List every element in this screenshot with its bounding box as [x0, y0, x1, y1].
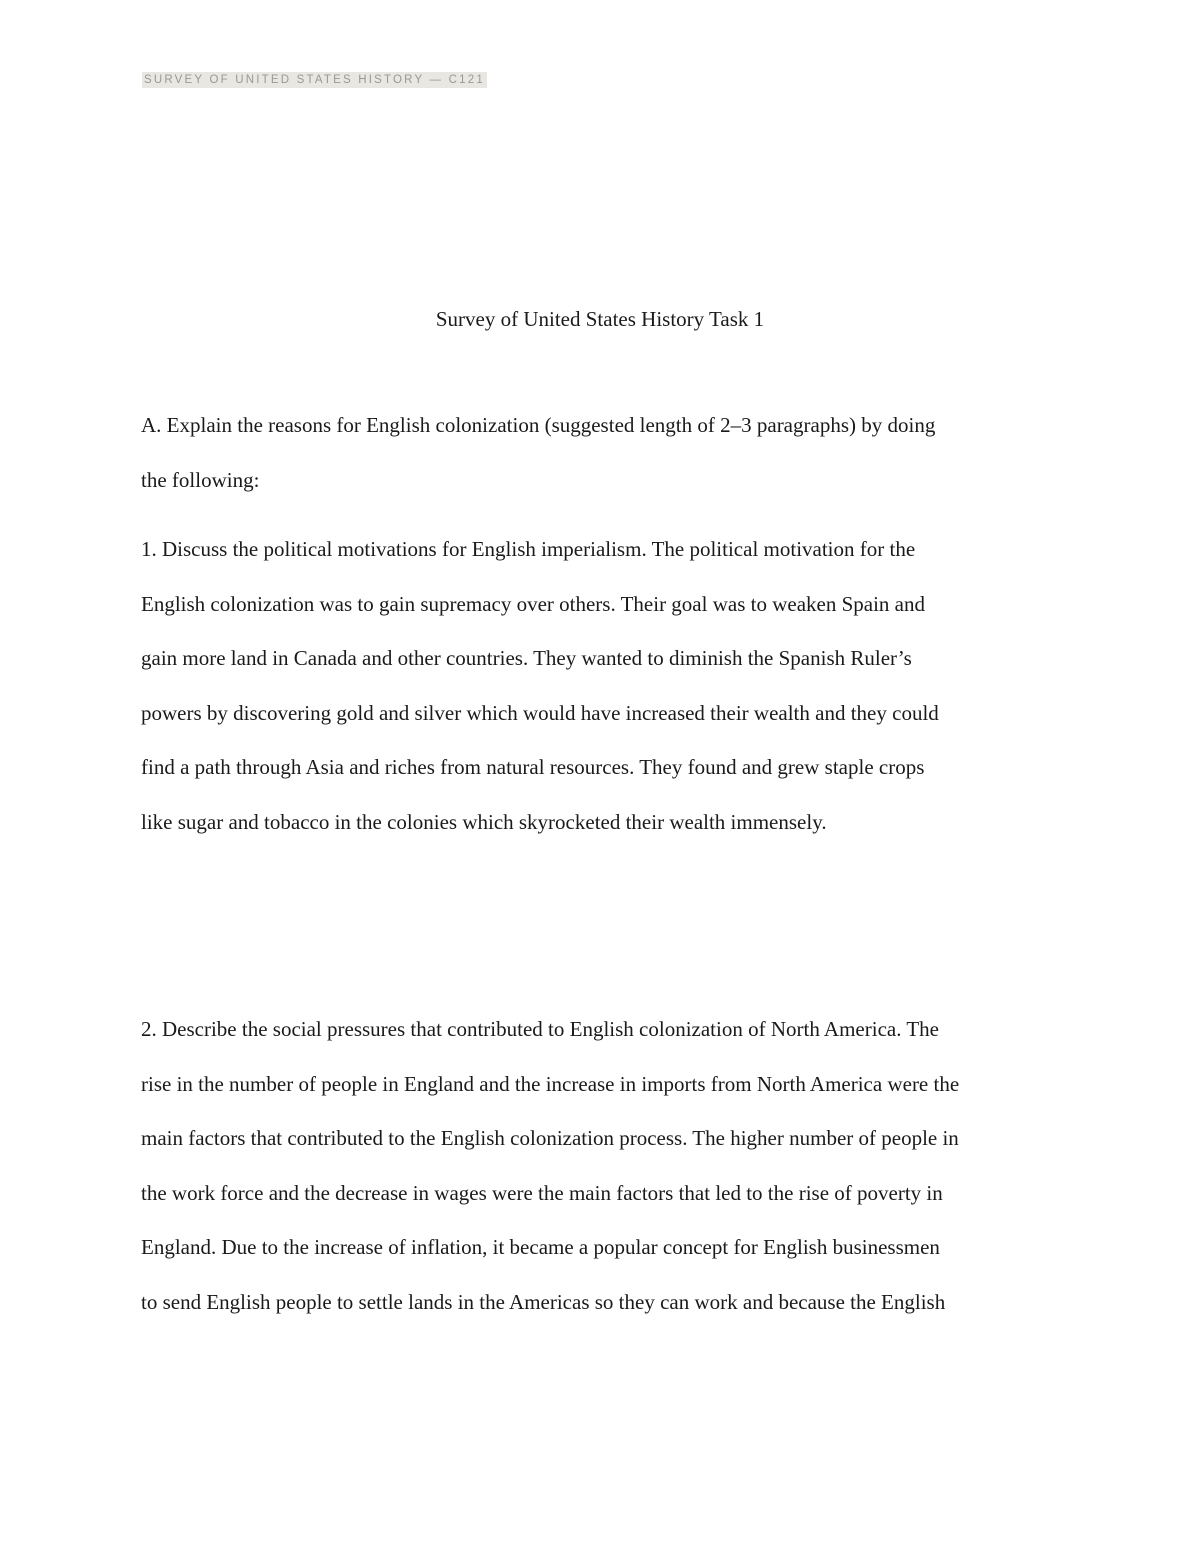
paragraph-line: powers by discovering gold and silver which would have increased their wealth and they could [141, 700, 939, 725]
assignment-prompt [141, 411, 1071, 520]
question-2-paragraph [141, 1015, 1071, 1342]
paragraph-line: to send English people to settle lands in the Americas so they can work and because the English [141, 1289, 946, 1314]
running-header: SURVEY OF UNITED STATES HISTORY — C121 [144, 74, 485, 86]
paragraph-line: gain more land in Canada and other countries. They wanted to diminish the Spanish Ruler’s [141, 646, 912, 671]
paragraph-line: main factors that contributed to the English colonization process. The higher number of people in [141, 1126, 959, 1150]
prompt-line: the following: [141, 467, 260, 492]
question-1-paragraph [141, 535, 1071, 863]
prompt-line: A. Explain the reasons for English colonization (suggested length of 2–3 paragraphs) by doing [141, 413, 936, 437]
paragraph-line: 2. Describe the social pressures that contributed to English colonization of North America. The [141, 1017, 939, 1041]
paragraph-line: rise in the number of people in England and the increase in imports from North America were the [141, 1071, 960, 1096]
document-title: Survey of United States History Task 1 [435, 307, 765, 331]
paragraph-line: English colonization was to gain supremacy over others. Their goal was to weaken Spain and [141, 591, 925, 616]
paragraph-line: the work force and the decrease in wages were the main factors that led to the rise of poverty in [141, 1180, 943, 1205]
paragraph-line: 1. Discuss the political motivations for English imperialism. The political motivation for the [141, 537, 916, 561]
paragraph-line: find a path through Asia and riches from natural resources. They found and grew staple crops [141, 755, 925, 780]
paragraph-line: England. Due to the increase of inflation, it became a popular concept for English businessmen [141, 1235, 940, 1259]
paragraph-line: like sugar and tobacco in the colonies which skyrocketed their wealth immensely. [141, 809, 827, 834]
